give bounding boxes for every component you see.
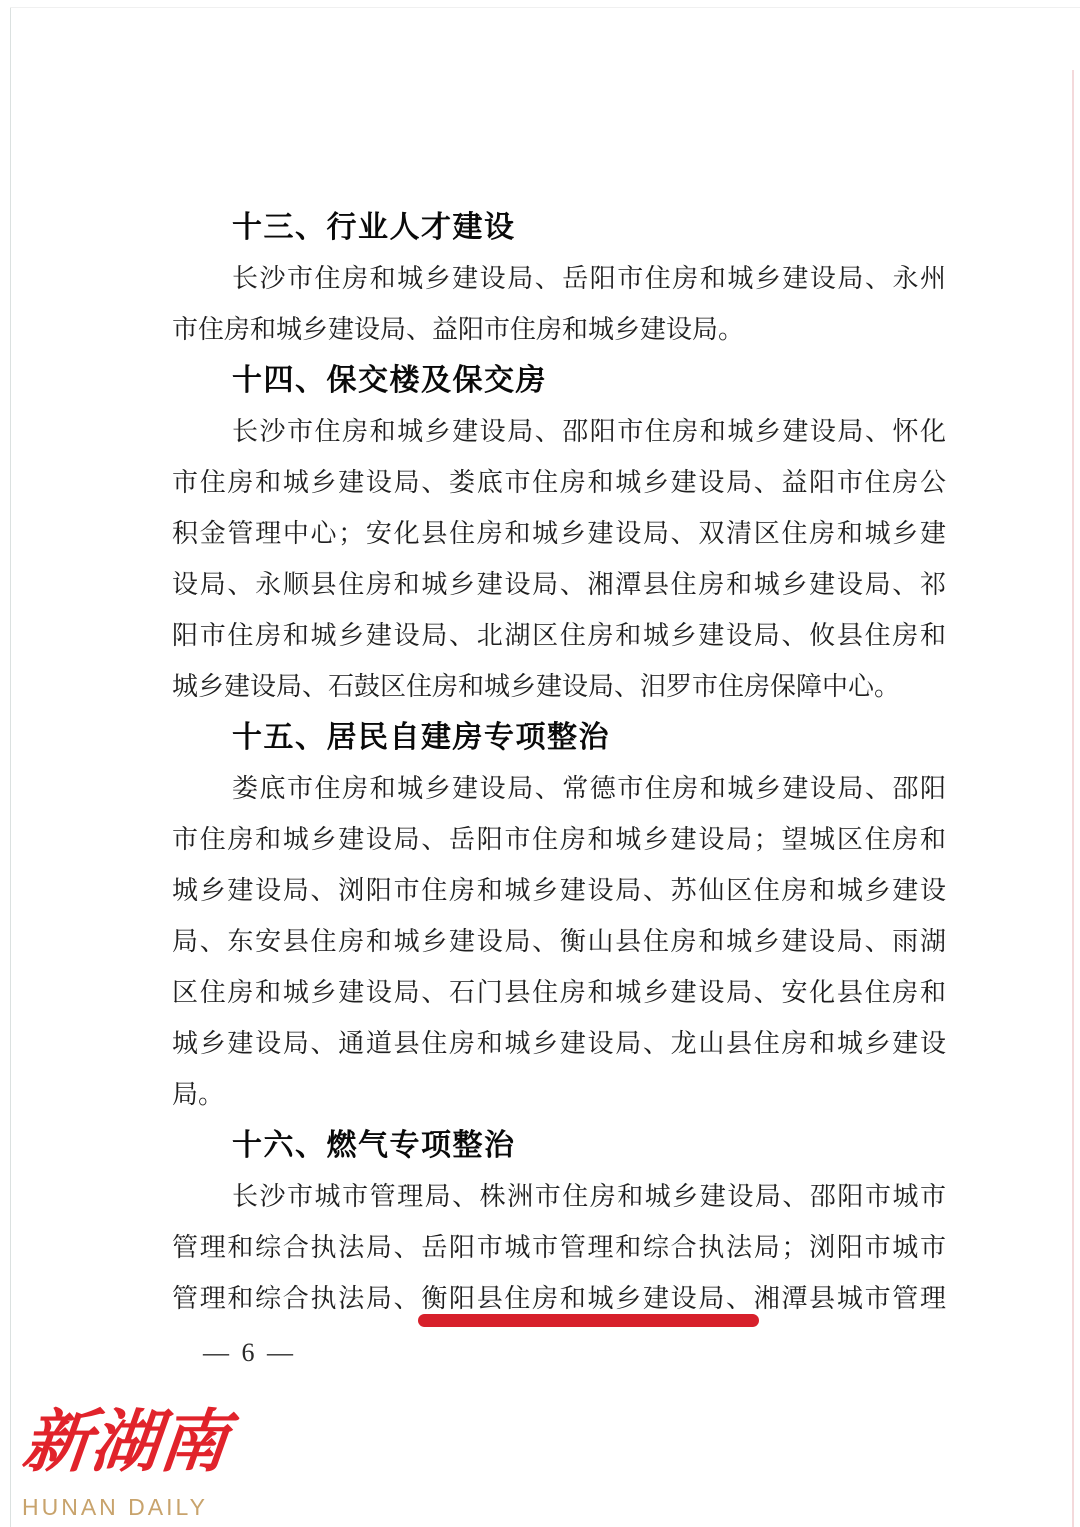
section-heading-15: 十五、居民自建房专项整治 bbox=[232, 721, 610, 754]
page-number: — 6 — bbox=[203, 1338, 296, 1367]
paragraph-line: 市住房和城乡建设局、娄底市住房和城乡建设局、益阳市住房公 bbox=[172, 468, 946, 497]
red-underline-annotation bbox=[418, 1314, 758, 1327]
hunan-daily-logo bbox=[18, 1392, 248, 1521]
scan-edge-top bbox=[10, 7, 1080, 8]
section-heading-16: 十六、燃气专项整治 bbox=[232, 1129, 516, 1162]
document-body bbox=[172, 202, 946, 1324]
underlined-text-content: 衡阳县住房和城乡建设局、 bbox=[421, 1284, 754, 1313]
logo-english-text: HUNAN DAILY bbox=[22, 1494, 208, 1520]
paragraph-line: 城乡建设局、石鼓区住房和城乡建设局、汨罗市住房保障中心。 bbox=[172, 672, 901, 701]
paragraph-line: 娄底市住房和城乡建设局、常德市住房和城乡建设局、邵阳 bbox=[232, 774, 946, 803]
scan-edge-right bbox=[1072, 70, 1074, 1527]
paragraph-line: 管理和综合执法局、岳阳市城市管理和综合执法局；浏阳市城市 bbox=[172, 1233, 946, 1262]
paragraph-line: 城乡建设局、浏阳市住房和城乡建设局、苏仙区住房和城乡建设 bbox=[172, 876, 946, 905]
underlined-text bbox=[421, 1284, 753, 1313]
paragraph-line: 设局、永顺县住房和城乡建设局、湘潭县住房和城乡建设局、祁 bbox=[172, 570, 946, 599]
section-heading-13: 十三、行业人才建设 bbox=[232, 211, 516, 244]
paragraph-line: 区住房和城乡建设局、石门县住房和城乡建设局、安化县住房和 bbox=[172, 978, 946, 1007]
paragraph-line: 市住房和城乡建设局、岳阳市住房和城乡建设局；望城区住房和 bbox=[172, 825, 946, 854]
paragraph-line: 城乡建设局、通道县住房和城乡建设局、龙山县住房和城乡建设 bbox=[172, 1029, 946, 1058]
paragraph-line: 阳市住房和城乡建设局、北湖区住房和城乡建设局、攸县住房和 bbox=[172, 621, 946, 650]
paragraph-line: 局。 bbox=[172, 1080, 225, 1109]
paragraph-line: 积金管理中心；安化县住房和城乡建设局、双清区住房和城乡建 bbox=[172, 519, 946, 548]
paragraph-line: 长沙市城市管理局、株洲市住房和城乡建设局、邵阳市城市 bbox=[232, 1182, 946, 1211]
paragraph-line-with-annotation bbox=[172, 1273, 946, 1324]
line-suffix-text: 湘潭县城市管理 bbox=[753, 1284, 946, 1313]
line-prefix-text: 管理和综合执法局、 bbox=[172, 1284, 422, 1313]
paragraph-line: 长沙市住房和城乡建设局、岳阳市住房和城乡建设局、永州 bbox=[232, 264, 946, 293]
scan-edge-left bbox=[10, 8, 11, 1527]
paragraph-line: 局、东安县住房和城乡建设局、衡山县住房和城乡建设局、雨湖 bbox=[172, 927, 946, 956]
section-heading-14: 十四、保交楼及保交房 bbox=[232, 364, 547, 397]
paragraph-line: 长沙市住房和城乡建设局、邵阳市住房和城乡建设局、怀化 bbox=[232, 417, 946, 446]
logo-chinese-calligraphy: 新湖南 bbox=[19, 1404, 232, 1480]
paragraph-line: 市住房和城乡建设局、益阳市住房和城乡建设局。 bbox=[172, 315, 745, 344]
